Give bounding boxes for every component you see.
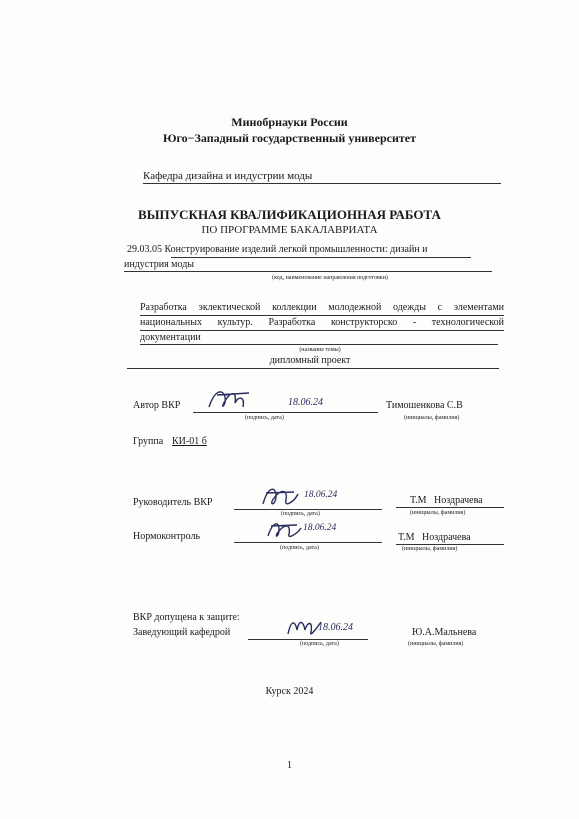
specialty-underline-1 xyxy=(171,257,471,258)
normcontrol-name-caption: (инициалы, фамилия) xyxy=(402,546,458,552)
topic-caption: (название темы) xyxy=(299,347,341,353)
group-label: Группа xyxy=(133,436,164,447)
specialty-line-1: 29.03.05 Конструирование изделий легкой промышленности: дизайн и xyxy=(127,244,428,255)
author-name: Тимошенкова С.В xyxy=(386,400,463,411)
specialty-line-2: индустрия моды xyxy=(124,259,195,270)
project-type-underline xyxy=(127,368,499,369)
normcontrol-label: Нормоконтроль xyxy=(133,531,201,542)
author-name-caption: (инициалы, фамилия) xyxy=(404,415,460,421)
work-title: ВЫПУСКНАЯ КВАЛИФИКАЦИОННАЯ РАБОТА xyxy=(138,207,441,222)
normcontrol-sign-date: 18.06.24 xyxy=(303,523,337,533)
specialty-caption: (код, наименование направления подготовки) xyxy=(272,275,388,281)
author-label: Автор ВКР xyxy=(133,400,181,411)
topic-line-2: национальных культур. Разработка конструкторско - технологической xyxy=(140,317,504,328)
supervisor-sign-caption: (подпись, дата) xyxy=(281,511,320,517)
university-heading: Юго−Западный государственный университет xyxy=(163,131,416,145)
supervisor-label: Руководитель ВКР xyxy=(133,497,213,508)
city-year: Курск 2024 xyxy=(265,686,314,697)
topic-underline-2 xyxy=(140,330,504,331)
supervisor-name: Т.М Ноздрачева xyxy=(410,495,483,506)
supervisor-name-caption: (инициалы, фамилия) xyxy=(410,510,466,516)
department-label: Кафедра дизайна и индустрии моды xyxy=(143,170,313,182)
admission-sign-caption: (подпись, дата) xyxy=(300,641,339,647)
topic-underline-3 xyxy=(140,344,498,345)
normcontrol-sign-caption: (подпись, дата) xyxy=(280,545,319,551)
topic-underline-1 xyxy=(140,315,504,316)
author-sign-date: 18.06.24 xyxy=(288,397,323,408)
topic-line-1: Разработка эклектической коллекции молодежной одежды с элементами xyxy=(140,302,504,313)
normcontrol-name: Т.М Ноздрачева xyxy=(398,532,471,543)
topic-line-3: документации xyxy=(140,332,201,343)
admission-sign-date: 18.06.24 xyxy=(318,622,353,633)
supervisor-name-line xyxy=(396,507,504,508)
admission-label: ВКР допущена к защите: xyxy=(133,612,240,623)
specialty-underline-2 xyxy=(124,271,492,272)
admission-name-caption: (инициалы, фамилия) xyxy=(408,641,464,647)
supervisor-sign-date: 18.06.24 xyxy=(304,490,338,500)
department-underline xyxy=(143,183,501,184)
work-subtitle: ПО ПРОГРАММЕ БАКАЛАВРИАТА xyxy=(201,224,378,236)
normcontrol-name-line xyxy=(396,544,504,545)
author-signature xyxy=(205,385,275,415)
ministry-heading: Минобрнауки России xyxy=(231,115,348,129)
head-of-department-label: Заведующий кафедрой xyxy=(133,627,231,638)
project-type: дипломный проект xyxy=(269,355,351,366)
group-value: КИ-01 б xyxy=(172,436,207,447)
head-of-department-name: Ю.А.Мальнева xyxy=(412,627,477,638)
author-sign-caption: (подпись, дата) xyxy=(245,415,284,421)
supervisor-signature xyxy=(260,484,310,512)
page-number: 1 xyxy=(287,760,292,771)
